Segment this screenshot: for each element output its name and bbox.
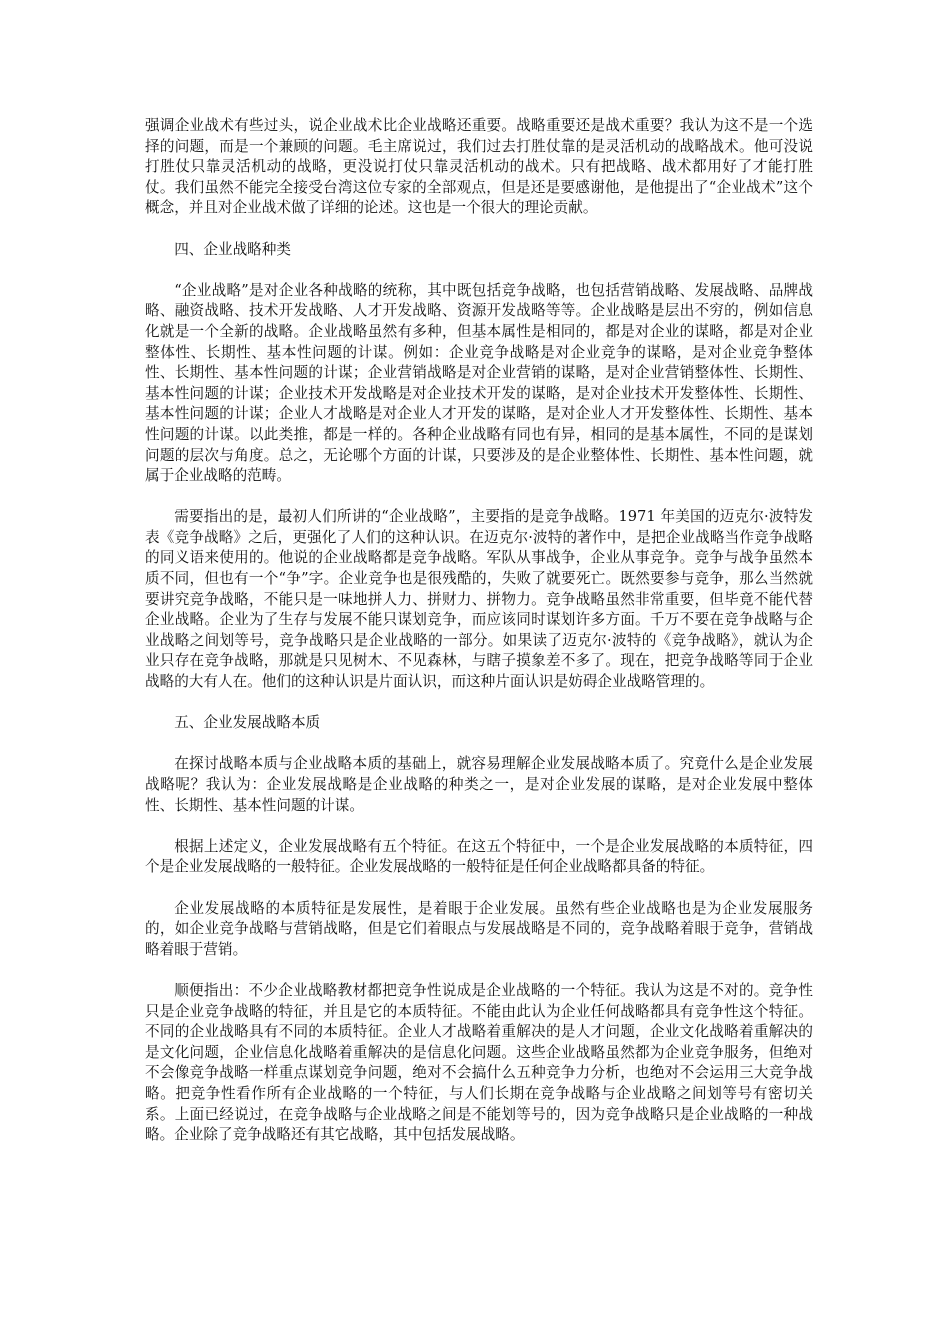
paragraph-3: 需要指出的是，最初人们所讲的“企业战略”，主要指的是竞争战略。1971 年美国的迈克尔·波特发表《竞争战略》之后，更强化了人们的这种认识。在迈克尔·波特的著作中，是把企业战略当作竞争战略的同义语来使用的。他说的企业战略都是竞争战略。军队从事战争，企业从事竞争。竞争与战争虽然本质不同，但也有一个“争”字。企业竞争也是很残酷的，失败了就要死亡。既然要参与竞争，那么当然就要讲究竞争战略，不能只是一味地拼人力、拼财力、拼物力。竞争战略虽然非常重要，但毕竟不能代替企业战略。企业为了生存与发展不能只谋划竞争，而应该同时谋划许多方面。千万不要在竞争战略与企业战略之间划等号，竞争战略只是企业战略的一部分。如果读了迈克尔·波特的《竞争战略》，就认为企业只存在竞争战略，那就是只见树木、不见森林，与瞎子摸象差不多了。现在，把竞争战略等同于企业战略的大有人在。他们的这种认识是片面认识，而这种片面认识是妨碍企业战略管理的。 bbox=[145, 508, 813, 691]
paragraph-4: 在探讨战略本质与企业战略本质的基础上，就容易理解企业发展战略本质了。究竟什么是企业发展战略呢？我认为：企业发展战略是企业战略的种类之一，是对企业发展的谋略，是对企业发展中整体性、长期性、基本性问题的计谋。 bbox=[145, 755, 813, 814]
paragraph-6: 企业发展战略的本质特征是发展性，是着眼于企业发展。虽然有些企业战略也是为企业发展服务的，如企业竞争战略与营销战略，但是它们着眼点与发展战略是不同的，竞争战略着眼于竞争，营销战略着眼于营销。 bbox=[145, 899, 813, 958]
section-heading-5: 五、企业发展战略本质 bbox=[174, 714, 321, 732]
document-page bbox=[145, 116, 813, 1146]
paragraph-5: 根据上述定义，企业发展战略有五个特征。在这五个特征中，一个是企业发展战略的本质特征，四个是企业发展战略的一般特征。企业发展战略的一般特征是任何企业战略都具备的特征。 bbox=[145, 837, 813, 876]
paragraph-7: 顺便指出：不少企业战略教材都把竞争性说成是企业战略的一个特征。我认为这是不对的。竞争性只是企业竞争战略的特征，并且是它的本质特征。不能由此认为企业任何战略都具有竞争性这个特征。不同的企业战略具有不同的本质特征。企业人才战略着重解决的是人才问题，企业文化战略着重解决的是文化问题，企业信息化战略着重解决的是信息化问题。这些企业战略虽然都为企业竞争服务，但绝对不会像竞争战略一样重点谋划竞争问题，绝对不会搞什么五种竞争力分析，也绝对不会运用三大竞争战略。把竞争性看作所有企业战略的一个特征，与人们长期在竞争战略与企业战略之间划等号有密切关系。上面已经说过，在竞争战略与企业战略之间是不能划等号的，因为竞争战略只是企业战略的一种战略。企业除了竞争战略还有其它战略，其中包括发展战略。 bbox=[145, 981, 813, 1144]
paragraph-2: “企业战略”是对企业各种战略的统称，其中既包括竞争战略，也包括营销战略、发展战略、品牌战略、融资战略、技术开发战略、人才开发战略、资源开发战略等等。企业战略是层出不穷的，例如信息化就是一个全新的战略。企业战略虽然有多种，但基本属性是相同的，都是对企业的谋略，都是对企业整体性、长期性、基本性问题的计谋。例如：企业竞争战略是对企业竞争的谋略，是对企业竞争整体性、长期性、基本性问题的计谋；企业营销战略是对企业营销的谋略，是对企业营销整体性、长期性、基本性问题的计谋；企业技术开发战略是对企业技术开发的谋略，是对企业技术开发整体性、长期性、基本性问题的计谋；企业人才战略是对企业人才开发的谋略，是对企业人才开发整体性、长期性、基本性问题的计谋。以此类推，都是一样的。各种企业战略有同也有异，相同的是基本属性，不同的是谋划问题的层次与角度。总之，无论哪个方面的计谋，只要涉及的是企业整体性、长期性、基本性问题，就属于企业战略的范畴。 bbox=[145, 281, 813, 485]
paragraph-1: 强调企业战术有些过头，说企业战术比企业战略还重要。战略重要还是战术重要？我认为这不是一个选择的问题，而是一个兼顾的问题。毛主席说过，我们过去打胜仗靠的是灵活机动的战略战术。他可没说打胜仗只靠灵活机动的战略，更没说打仗只靠灵活机动的战术。只有把战略、战术都用好了才能打胜仗。我们虽然不能完全接受台湾这位专家的全部观点，但是还是要感谢他，是他提出了“企业战术”这个概念，并且对企业战术做了详细的论述。这也是一个很大的理论贡献。 bbox=[145, 117, 813, 217]
section-heading-4: 四、企业战略种类 bbox=[174, 240, 291, 258]
